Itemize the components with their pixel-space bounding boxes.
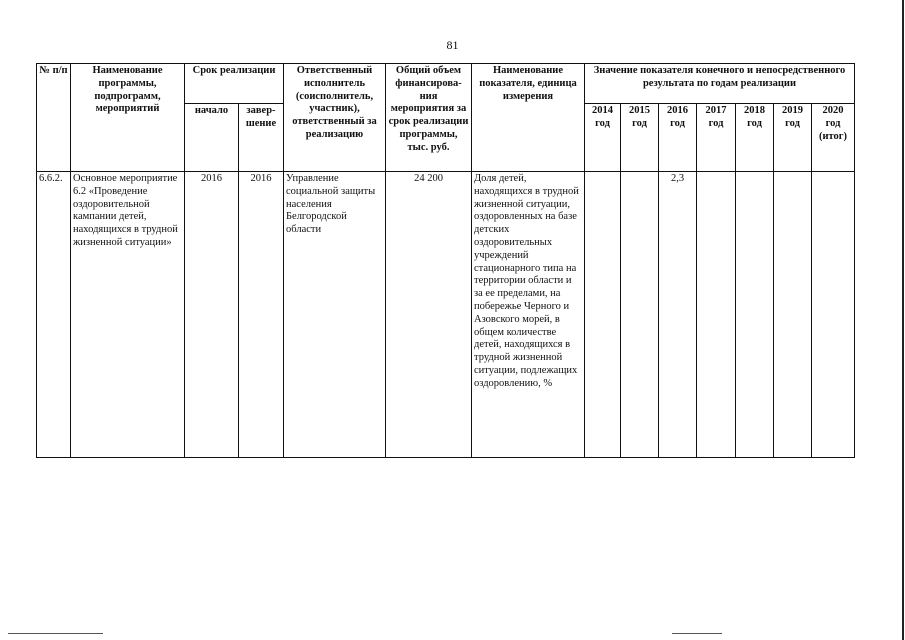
header-values-group: Значение показателя конечного и непосредственного результата по годам реализации xyxy=(585,64,855,104)
bottom-rule-right xyxy=(672,633,722,634)
header-row-main xyxy=(37,64,855,104)
row-num: 6.6.2. xyxy=(37,172,71,458)
header-year-2015: 2015 год xyxy=(621,104,659,172)
header-num: № п/п xyxy=(37,64,71,172)
header-year-2018: 2018 год xyxy=(736,104,774,172)
row-value-2016: 2,3 xyxy=(659,172,697,458)
bottom-rule-left xyxy=(8,633,103,634)
header-term-start: начало xyxy=(185,104,239,172)
row-name: Основное мероприятие 6.2 «Проведение оздоровительной кампании детей, находящихся в трудной жизненной ситуации» xyxy=(71,172,185,458)
header-year-2019: 2019 год xyxy=(774,104,812,172)
row-value-2018 xyxy=(736,172,774,458)
table-row xyxy=(37,172,855,458)
row-finance: 24 200 xyxy=(386,172,472,458)
row-executor: Управление социальной защиты населения Белгородской области xyxy=(284,172,386,458)
row-value-2020 xyxy=(812,172,855,458)
header-year-2020: 2020 год (итог) xyxy=(812,104,855,172)
row-value-2017 xyxy=(697,172,736,458)
page-number: 81 xyxy=(446,38,459,52)
header-year-2017: 2017 год xyxy=(697,104,736,172)
header-year-2016: 2016 год xyxy=(659,104,697,172)
row-value-2019 xyxy=(774,172,812,458)
row-value-2015 xyxy=(621,172,659,458)
page-edge-line xyxy=(902,0,904,640)
row-start: 2016 xyxy=(185,172,239,458)
header-indicator: Наименование показателя, единица измерения xyxy=(472,64,585,172)
header-executor: Ответственный исполнитель (соисполнитель, участник), ответственный за реализацию xyxy=(284,64,386,172)
row-end: 2016 xyxy=(239,172,284,458)
header-name: Наименование программы, подпрограмм, мероприятий xyxy=(71,64,185,172)
header-term: Срок реализации xyxy=(185,64,284,104)
row-value-2014 xyxy=(585,172,621,458)
header-finance: Общий объем финансирова-ния мероприятия за срок реализации программы, тыс. руб. xyxy=(386,64,472,172)
row-indicator: Доля детей, находящихся в трудной жизненной ситуации, оздоровленных на базе детских оздоровительных учреждений стационарного типа на территории области и за ее пределами, на побережье Черного и Азовского морей, в общем количестве детей, находящихся в трудной жизненной ситуации, подлежащих оздоровлению, % xyxy=(472,172,585,458)
header-year-2014: 2014 год xyxy=(585,104,621,172)
program-table xyxy=(36,63,855,458)
header-term-end: завер-шение xyxy=(239,104,284,172)
